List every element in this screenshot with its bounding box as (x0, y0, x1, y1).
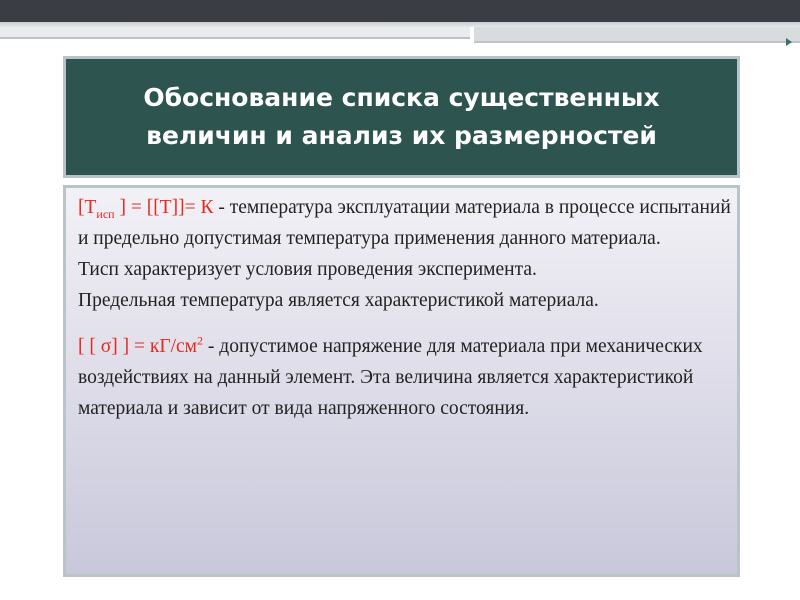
notation-open: [T (78, 197, 97, 218)
header-band-right (474, 27, 800, 43)
stress-notation (78, 333, 204, 357)
paragraph-stress (78, 331, 731, 424)
stress-description: - допустимое напряжение для материала при механических воздействиях на данный элемент. Эта величина является характеристикой материала и зависит от вида напряженного состояния. (78, 336, 703, 419)
temperature-notation (78, 197, 214, 221)
temperature-description: - температура эксплуатации материала в процессе испытаний и предельно допустимая температура применения данного материала. (78, 197, 731, 249)
title-box (63, 56, 740, 178)
paragraph-temperature (78, 192, 731, 254)
top-bar (0, 0, 800, 22)
slide-title: Обоснование списка существенных величин и анализ их размерностей (143, 83, 660, 150)
paragraph-gap (78, 316, 731, 331)
stress-notation-superscript: 2 (197, 333, 204, 348)
stress-notation-main: [ [ σ] ] = кГ/см (78, 336, 198, 357)
paragraph-conditions: Тисп характеризует условия проведения эксперимента. (78, 259, 537, 280)
header-band-left (0, 27, 470, 39)
paragraph-limit: Предельная температура является характеристикой материала. (78, 290, 599, 311)
notation-close: ] = [[T]]= К (114, 197, 214, 218)
notation-subscript: исп (96, 206, 115, 221)
content-box (63, 185, 740, 577)
corner-arrow-icon (786, 38, 792, 46)
